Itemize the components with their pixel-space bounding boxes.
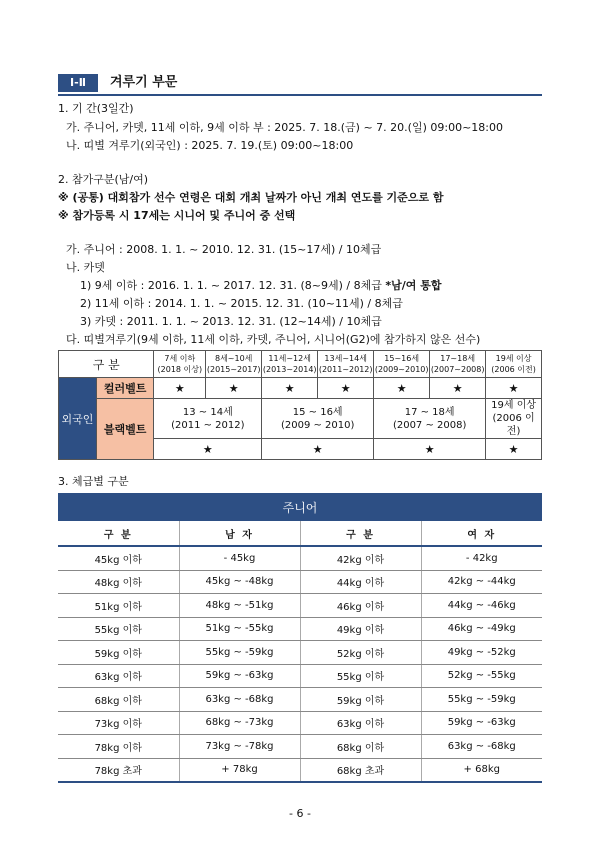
table-cell: 78kg 초과 <box>58 758 179 782</box>
table-cell: 49kg ~ -52kg <box>421 641 542 665</box>
star-mark: ★ <box>262 378 318 399</box>
age-col: 17~18세 (2007~2008) <box>430 351 486 378</box>
age-col: 7세 이하 (2018 이상) <box>154 351 206 378</box>
category-heading: 2. 참가구분(남/여) <box>58 173 149 186</box>
table-cell: 63kg ~ -68kg <box>179 688 300 712</box>
star-mark: ★ <box>486 439 542 460</box>
table-cell: 46kg 이하 <box>300 594 421 618</box>
weight-table <box>58 493 542 783</box>
table-cell: 48kg ~ -51kg <box>179 594 300 618</box>
table-cell: 45kg 이하 <box>58 546 179 570</box>
age-col: 15~16세 (2009~2010) <box>374 351 430 378</box>
cadet-range: 3) 카뎃 : 2011. 1. 1. ~ 2013. 12. 31. (12~14세) / 10체급 <box>80 315 382 328</box>
star-mark: ★ <box>430 378 486 399</box>
table-row <box>58 546 542 570</box>
table-cell: 44kg 이하 <box>300 570 421 594</box>
star-mark: ★ <box>154 439 262 460</box>
category-note-1: ※ (공통) 대회참가 선수 연령은 대회 개최 날짜가 아닌 개최 연도를 기준으로 함 <box>58 191 444 204</box>
table-cell: 46kg ~ -49kg <box>421 617 542 641</box>
table-cell: 48kg 이하 <box>58 570 179 594</box>
table-cell: - 45kg <box>179 546 300 570</box>
table-cell: 78kg 이하 <box>58 735 179 759</box>
table-row <box>58 664 542 688</box>
section-badge: Ⅰ-Ⅱ <box>58 74 98 92</box>
belt-table-gubun: 구 분 <box>59 351 154 378</box>
belt-table <box>58 350 542 460</box>
table-cell: 55kg ~ -59kg <box>179 641 300 665</box>
section-title: 겨루기 부문 <box>110 75 178 90</box>
table-cell: - 42kg <box>421 546 542 570</box>
category-note-2: ※ 참가등록 시 17세는 시니어 및 주니어 중 선택 <box>58 209 296 222</box>
table-cell: 68kg 이하 <box>300 735 421 759</box>
black-belt-label: 블랙벨트 <box>96 399 154 460</box>
col-header: 구 분 <box>300 521 421 547</box>
col-header: 여 자 <box>421 521 542 547</box>
col-header: 구 분 <box>58 521 179 547</box>
weight-table-title: 주니어 <box>58 494 542 521</box>
section-rule <box>58 94 542 96</box>
black-age-col: 17 ~ 18세 (2007 ~ 2008) <box>374 399 486 439</box>
table-cell: 52kg ~ -55kg <box>421 664 542 688</box>
table-row <box>58 758 542 782</box>
page-number: - 6 - <box>289 807 311 820</box>
table-row <box>58 641 542 665</box>
weights-heading: 3. 체급별 구분 <box>58 475 129 488</box>
age-col: 11세~12세 (2013~2014) <box>262 351 318 378</box>
star-mark: ★ <box>154 378 206 399</box>
star-mark: ★ <box>486 378 542 399</box>
table-cell: 68kg 초과 <box>300 758 421 782</box>
table-cell: 73kg ~ -78kg <box>179 735 300 759</box>
table-cell: 55kg 이하 <box>300 664 421 688</box>
col-header: 남 자 <box>179 521 300 547</box>
star-mark: ★ <box>374 439 486 460</box>
table-cell: 44kg ~ -46kg <box>421 594 542 618</box>
table-row <box>58 688 542 712</box>
age-col: 8세~10세 (2015~2017) <box>206 351 262 378</box>
table-row <box>58 594 542 618</box>
table-cell: 68kg ~ -73kg <box>179 711 300 735</box>
period-heading: 1. 기 간(3일간) <box>58 102 134 115</box>
table-cell: 45kg ~ -48kg <box>179 570 300 594</box>
black-age-col: 19세 이상 (2006 이전) <box>486 399 542 439</box>
table-cell: 49kg 이하 <box>300 617 421 641</box>
table-cell: 55kg ~ -59kg <box>421 688 542 712</box>
table-cell: 63kg 이하 <box>300 711 421 735</box>
period-line-a: 가. 주니어, 카뎃, 11세 이하, 9세 이하 부 : 2025. 7. 18.(금) ~ 7. 20.(일) 09:00~18:00 <box>66 121 503 134</box>
table-cell: 42kg ~ -44kg <box>421 570 542 594</box>
table-cell: 55kg 이하 <box>58 617 179 641</box>
star-mark: ★ <box>318 378 374 399</box>
period-line-b: 나. 띠별 겨루기(외국인) : 2025. 7. 19.(토) 09:00~18:00 <box>66 139 354 152</box>
table-cell: 68kg 이하 <box>58 688 179 712</box>
table-cell: 59kg ~ -63kg <box>179 664 300 688</box>
junior-range: 가. 주니어 : 2008. 1. 1. ~ 2010. 12. 31. (15~17세) / 10체급 <box>66 243 382 256</box>
star-mark: ★ <box>262 439 374 460</box>
cadet-11-under: 2) 11세 이하 : 2014. 1. 1. ~ 2015. 12. 31. (10~11세) / 8체급 <box>80 297 403 310</box>
age-col: 19세 이상 (2006 이전) <box>486 351 542 378</box>
color-belt-label: 컬러벨트 <box>96 378 154 399</box>
cadet-heading: 나. 카뎃 <box>66 261 105 274</box>
table-cell: 63kg 이하 <box>58 664 179 688</box>
star-mark: ★ <box>374 378 430 399</box>
black-age-col: 15 ~ 16세 (2009 ~ 2010) <box>262 399 374 439</box>
star-mark: ★ <box>206 378 262 399</box>
table-cell: 63kg ~ -68kg <box>421 735 542 759</box>
belt-sparring-line: 다. 띠별겨루기(9세 이하, 11세 이하, 카뎃, 주니어, 시니어(G2)에 참가하지 않은 선수) <box>66 333 481 346</box>
table-cell: 73kg 이하 <box>58 711 179 735</box>
table-cell: + 78kg <box>179 758 300 782</box>
table-cell: 42kg 이하 <box>300 546 421 570</box>
table-cell: 59kg 이하 <box>300 688 421 712</box>
table-row <box>58 711 542 735</box>
foreigner-label: 외국인 <box>59 378 97 460</box>
black-age-col: 13 ~ 14세 (2011 ~ 2012) <box>154 399 262 439</box>
table-cell: + 68kg <box>421 758 542 782</box>
table-cell: 51kg 이하 <box>58 594 179 618</box>
cadet-9-under: 1) 9세 이하 : 2016. 1. 1. ~ 2017. 12. 31. (8~9세) / 8체급 *남/여 통합 <box>80 279 442 292</box>
table-row <box>58 617 542 641</box>
table-cell: 52kg 이하 <box>300 641 421 665</box>
age-col: 13세~14세 (2011~2012) <box>318 351 374 378</box>
table-row <box>58 735 542 759</box>
table-cell: 59kg ~ -63kg <box>421 711 542 735</box>
table-row <box>58 570 542 594</box>
table-cell: 59kg 이하 <box>58 641 179 665</box>
table-cell: 51kg ~ -55kg <box>179 617 300 641</box>
